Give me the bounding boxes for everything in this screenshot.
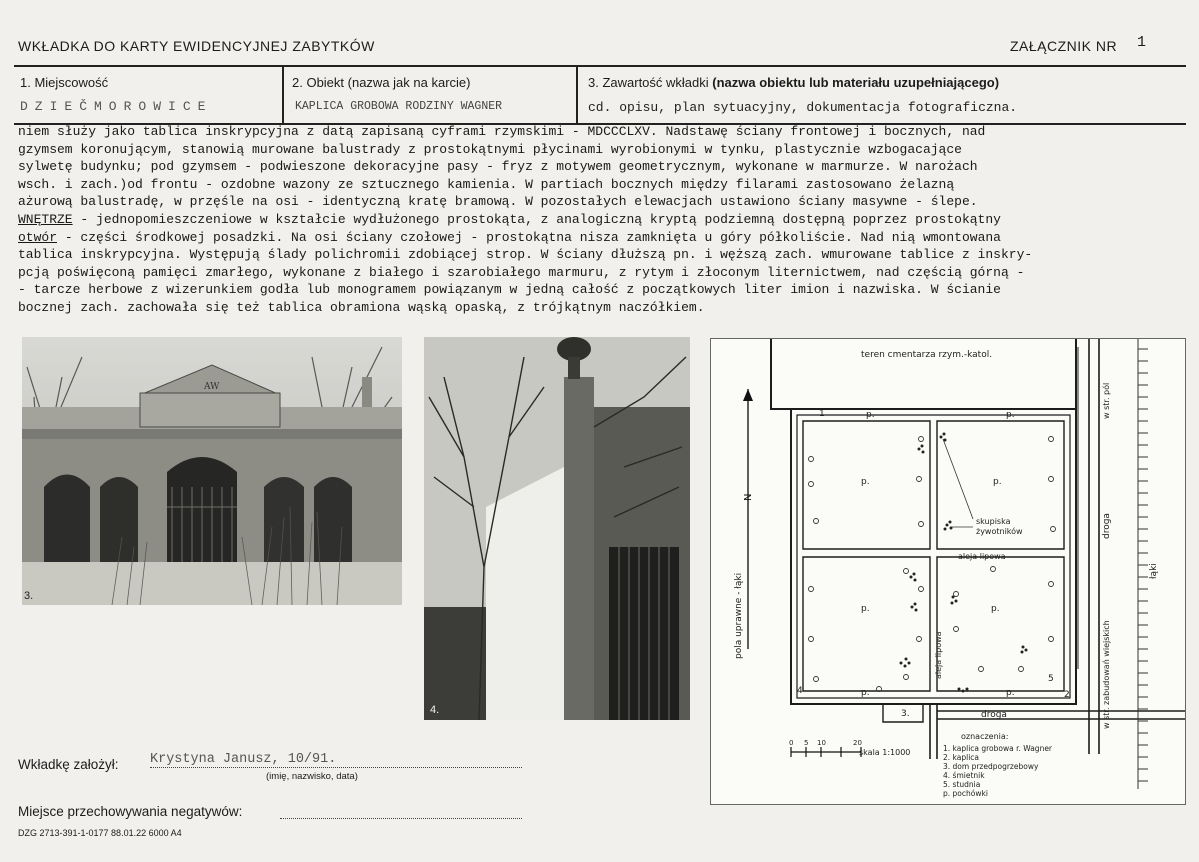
burial-label: p. [866, 410, 875, 420]
photo-2-number: 4. [430, 704, 440, 716]
field-3-label [588, 75, 999, 90]
scale-tick: 5 [804, 739, 809, 747]
marker-2: 2 [1064, 690, 1070, 700]
marker-5: 5 [1048, 674, 1054, 684]
storage-value-line [280, 817, 522, 819]
description-line: gzymsem koronującym, stanowią murowane balustrady z prostokątnymi płycinami wyrobionymi w tynku, plastycznie wzbogacające [18, 141, 962, 157]
description-line: bocznej zach. zachowała się też tablica obramiona wąską opaską, z trójkątnym naczółkiem. [18, 299, 705, 315]
scale-label: skala 1:1000 [859, 748, 911, 757]
description-line: - tarcze herbowe z wizerunkiem godła lub monogramem powiązanym w jedną całość z początkowych liter imion i nazwiska. W ścianie [18, 282, 1001, 298]
legend-item: 5. studnia [943, 780, 981, 789]
marker-4: 4 [797, 686, 803, 696]
field-2-value: KAPLICA GROBOWA RODZINY WAGNER [295, 100, 503, 113]
field-1-label: 1. Miejscowość [20, 75, 109, 90]
avenue-label-side: aleja lipowa [934, 631, 943, 679]
description-line: tablica inskrypcyjna. Występują ślady polichromii zdobiącej strop. W ściany dłuższą pn. i węższą zach. wmurowane tablice z inskry- [18, 247, 1033, 263]
field-1-value: DZIEČMOROWICE [20, 99, 213, 114]
thuja-label: żywotników [976, 527, 1023, 536]
burial-label: p. [993, 477, 1002, 487]
legend-title: oznaczenia: [961, 732, 1009, 741]
clusters-label: skupiska [976, 517, 1011, 526]
burial-label: p. [861, 477, 870, 487]
description-line: otwór - części środkowej posadzki. Na osi ściany czołowej - prostokątna nisza zamknięta u góry półkoliście. Nad nią wmontowana [18, 229, 1001, 245]
burial-label: p. [1006, 410, 1015, 420]
section-heading: WNĘTRZE [18, 211, 73, 227]
legend-item: 2. kaplica [943, 753, 979, 762]
legend-item: 1. kaplica grobowa r. Wagner [943, 744, 1053, 753]
north-label: N [743, 493, 754, 501]
photo-1-number: 3. [24, 590, 34, 602]
svg-text:AW: AW [204, 382, 220, 392]
burial-label: p. [861, 688, 870, 698]
print-code: DZG 2713-391-1-0177 88.01.22 6000 A4 [18, 828, 182, 838]
field-divider-1 [282, 66, 284, 124]
header-rule [14, 65, 1186, 67]
field-3-label-b: (nazwa obiektu lub materiału uzupełniającego) [712, 75, 1000, 90]
attachment-label: ZAŁĄCZNIK NR [1010, 38, 1118, 54]
description-line: sylwetę budynku; pod gzymsem - podwieszone dekoracyjne pasy - fryz z motywem geometrycznym, wykonane w marmurze. W narożach [18, 159, 978, 175]
author-value: Krystyna Janusz, 10/91. [150, 752, 522, 768]
description-line: wsch. i zach.)od frontu - ozdobne wazony ze sztucznego kamienia. W partiach bocznych między filarami zastosowano żelazną [18, 176, 955, 192]
attachment-number: 1 [1137, 34, 1147, 51]
chapel-front-photo [22, 337, 402, 605]
description-line: ażurową balustradę, w przęśle na osi - identyczną kratę bramową. W pozostałych elewacjach ustawiono ściany masywne - ślepe. [18, 194, 978, 210]
site-plan-drawing [711, 339, 1185, 804]
underlined-word: otwór [18, 229, 58, 245]
burial-label: p. [991, 604, 1000, 614]
field-3-label-a: 3. Zawartość wkładki [588, 75, 709, 90]
description-text [18, 123, 1183, 317]
meadows-label: łąki [1149, 563, 1159, 579]
storage-label: Miejsce przechowywania negatywów: [18, 804, 243, 819]
fields-direction-label: w str. pól [1102, 382, 1111, 419]
chapel-front-drawing [22, 337, 402, 605]
marker-1: 1 [819, 409, 825, 419]
burial-label: p. [861, 604, 870, 614]
chapel-side-photo [424, 337, 690, 720]
legend-item: p. pochówki [943, 789, 988, 798]
road-label-bottom: droga [981, 710, 1007, 720]
cemetery-label: teren cmentarza rzym.-katol. [861, 350, 993, 360]
road-label-vertical: droga [1102, 513, 1112, 539]
burial-label: p. [1006, 688, 1015, 698]
description-line: niem służy jako tablica inskrypcyjna z datą zapisaną cyframi rzymskimi - MDCCCLXV. Nadstawę ściany frontowej i bocznych, nad [18, 124, 986, 139]
field-3-value: cd. opisu, plan sytuacyjny, dokumentacja fotograficzna. [588, 100, 1018, 115]
village-direction-label: w str. zabudowań wiejskich [1102, 620, 1111, 729]
description-line: pcją poświęconą pamięci zmarłego, wykonane z białego i szarobiałego marmuru, z rytym i złoconym liternictwem, nad częścią górną - [18, 264, 1025, 280]
fields-label: pola uprawne - łąki [734, 572, 744, 659]
avenue-label-top: aleja lipowa [958, 552, 1006, 561]
card-title: WKŁADKA DO KARTY EWIDENCYJNEJ ZABYTKÓW [18, 38, 375, 54]
chapel-side-drawing [424, 337, 690, 720]
site-plan [710, 338, 1186, 805]
scale-tick: 10 [817, 739, 826, 747]
author-hint: (imię, nazwisko, data) [266, 771, 358, 782]
field-divider-2 [576, 66, 578, 124]
field-2-label: 2. Obiekt (nazwa jak na karcie) [292, 75, 471, 90]
marker-3: 3. [901, 709, 910, 719]
scale-tick: 20 [853, 739, 862, 747]
scale-tick: 0 [789, 739, 794, 747]
legend-item: 3. dom przedpogrzebowy [943, 762, 1039, 771]
legend-item: 4. śmietnik [943, 771, 985, 780]
author-label: Wkładkę założył: [18, 757, 119, 772]
description-line: WNĘTRZE - jednopomieszczeniowe w kształcie wydłużonego prostokąta, z analogiczną kryptą podziemną dostępną poprzez prostokątny [18, 211, 1001, 227]
